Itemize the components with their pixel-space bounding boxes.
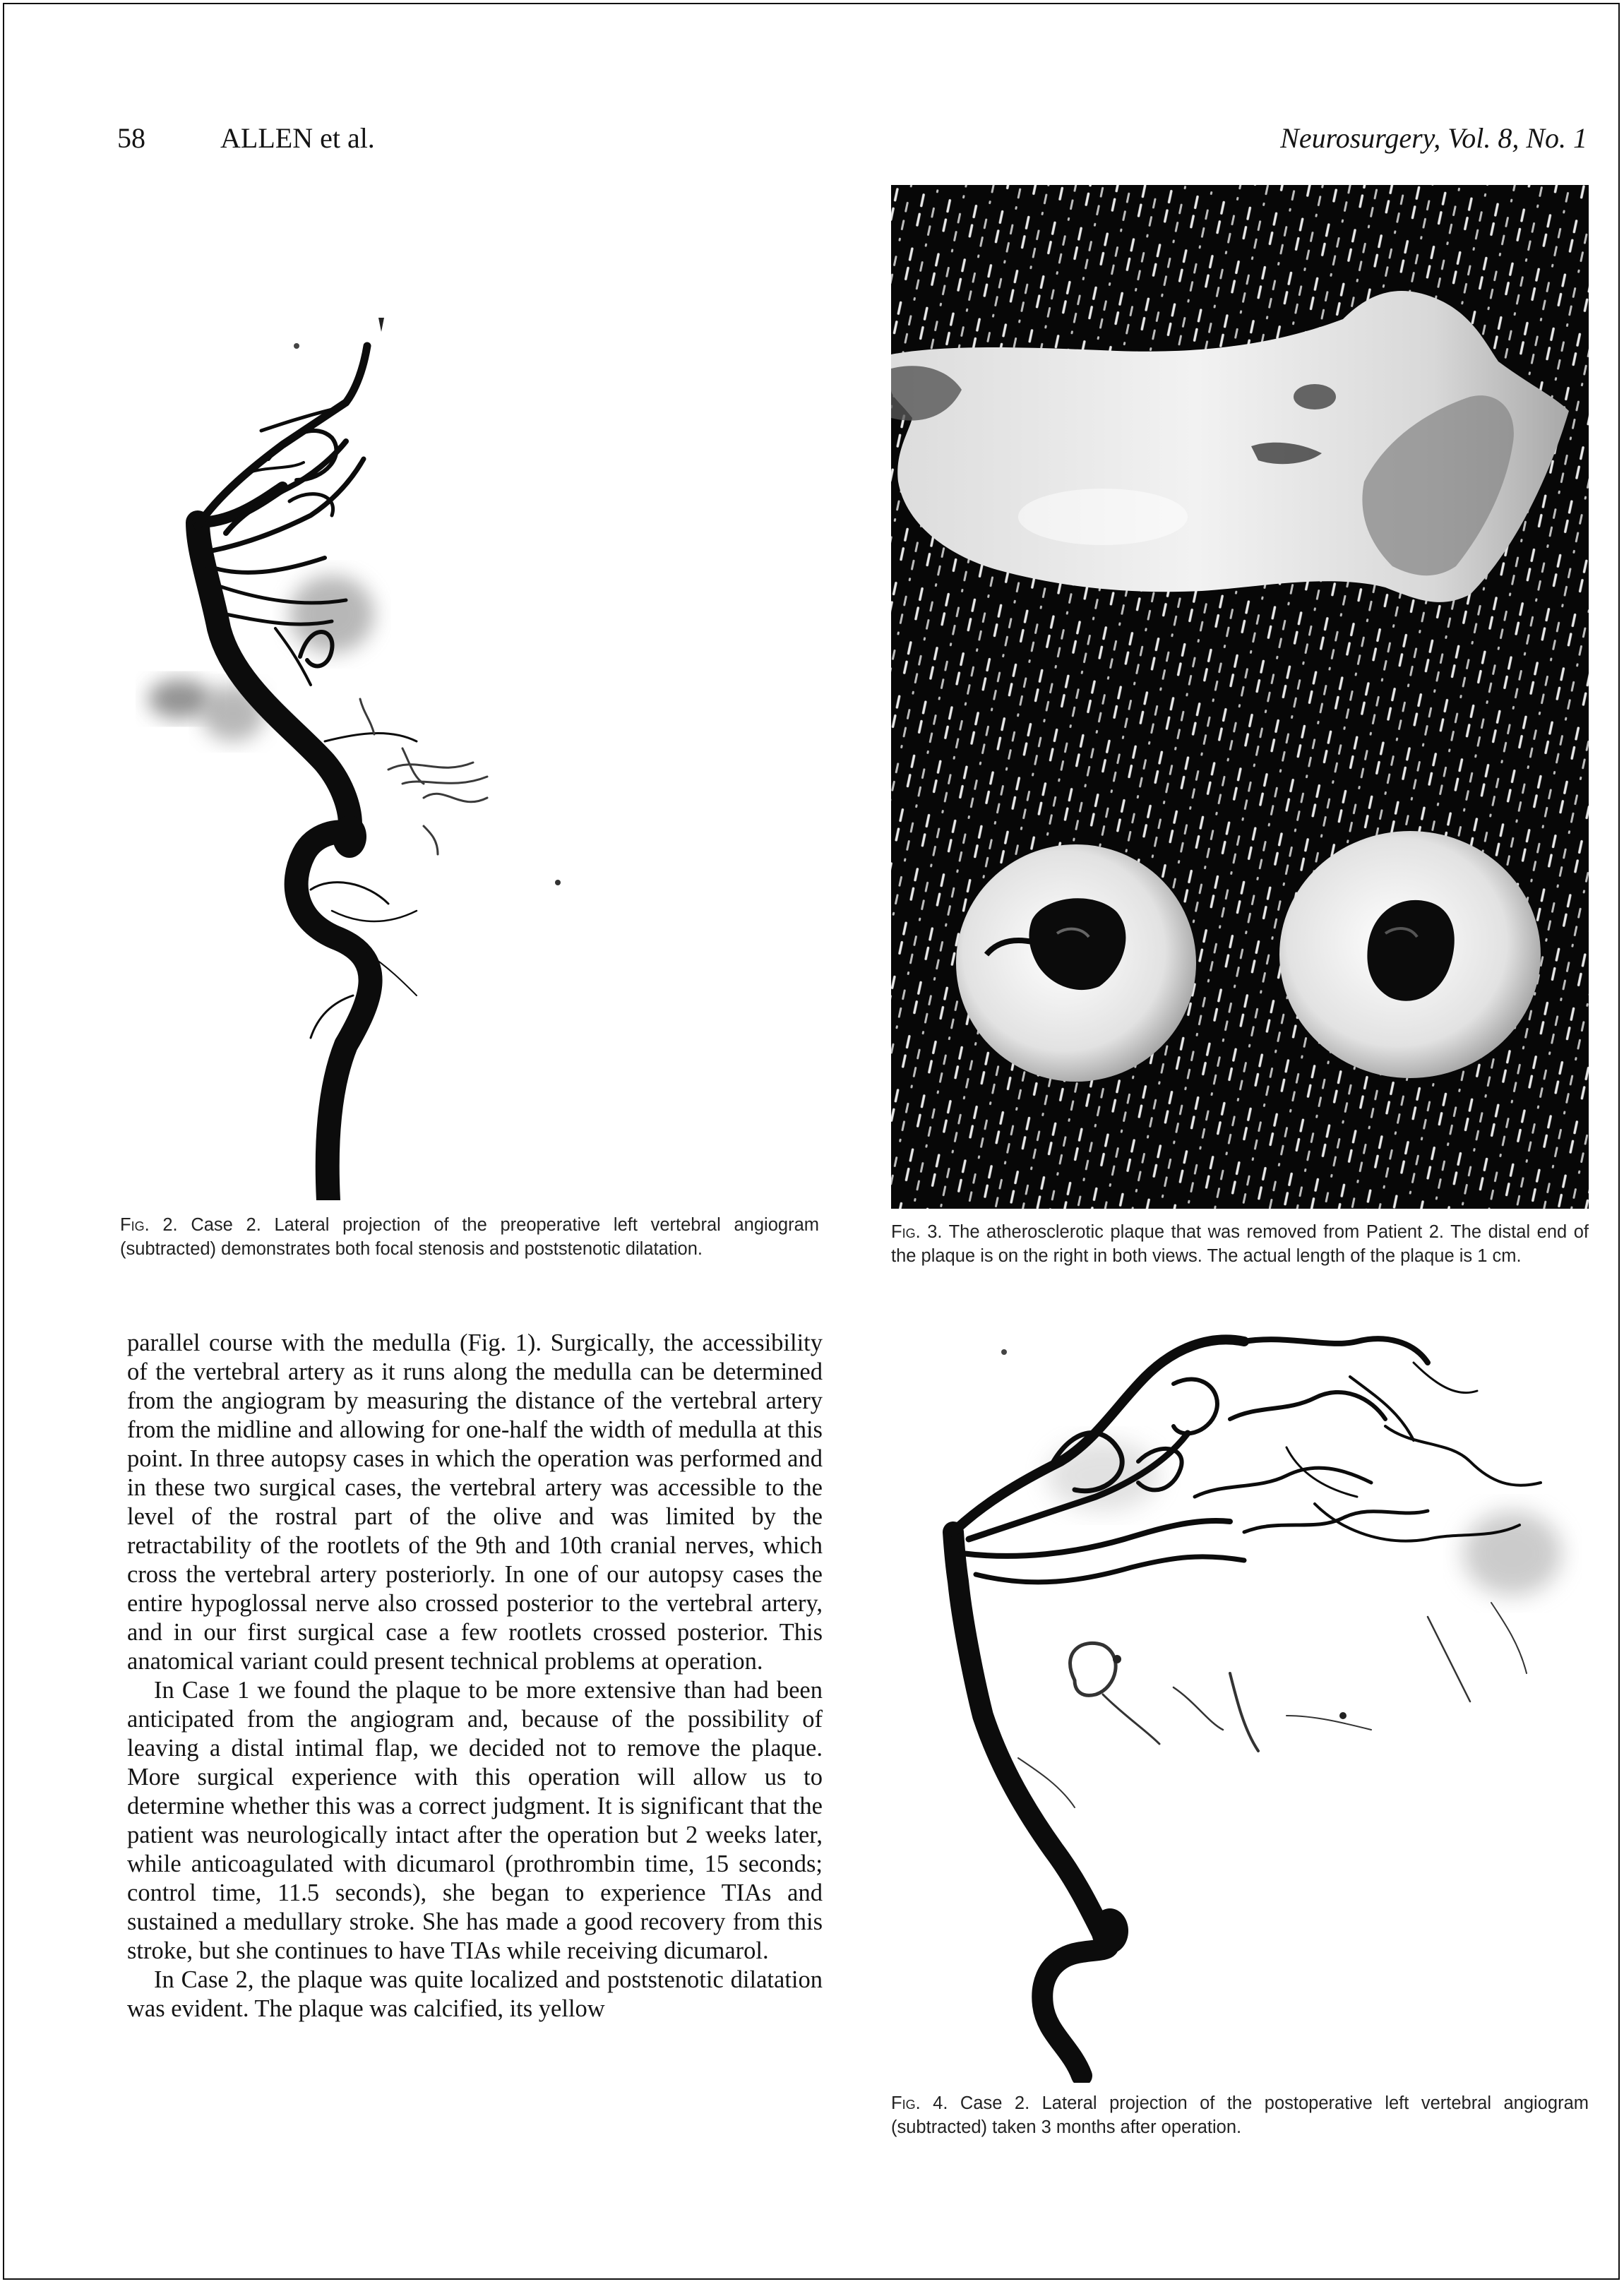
page-number: 58 [117, 122, 145, 154]
body-paragraph: parallel course with the medulla (Fig. 1). Surgically, the accessibility of the vertebral artery as it runs along the medulla can be determined from the angiogram by measuring the distance of the vertebral artery from the midline and allowing for one-half the width of medulla at this point. In three autopsy cases in which the operation was performed and in these two surgical cases, the vertebral artery was accessible to the level of the rostral part of the olive and was limited by the retractability of the rootlets of the 9th and 10th cranial nerves, which cross the vertebral artery posteriorly. In one of our autopsy cases the entire hypoglossal nerve also crossed posterior to the vertebral artery, and in our first surgical case a few rootlets crossed posterior. This anatomical variant could present technical problems at operation. [127, 1329, 823, 1675]
figure-3-label: Fig. 3. [891, 1222, 943, 1242]
body-paragraph: In Case 1 we found the plaque to be more extensive than had been anticipated from the angiogram and, because of the possibility of leaving a distal intimal flap, we decided not to remove the plaque. More surgical experience with this operation will allow us to determine whether this was a correct judgment. It is significant that the patient was neurologically intact after the operation but 2 weeks later, while anticoagulated with dicumarol (prothrombin time, 15 seconds; control time, 11.5 seconds), she began to experience TIAs and sustained a medullary stroke. She has made a good recovery from this stroke, but she continues to have TIAs while receiving dicumarol. [127, 1677, 823, 1964]
figure-4-label: Fig. 4. [891, 2093, 948, 2113]
figure-3-image [891, 185, 1589, 1209]
figure-4-caption [891, 2091, 1589, 2139]
figure-3-caption-text: The atherosclerotic plaque that was removed from Patient 2. The distal end of the plaque is on the right in both views. The actual length of the plaque is 1 cm. [891, 1222, 1589, 1266]
figure-2-caption-text: Case 2. Lateral projection of the preoperative left vertebral angiogram (subtracted) demonstrates both focal stenosis and poststenotic dilatation. [120, 1215, 819, 1259]
body-text-column [127, 1329, 823, 2023]
figure-4-caption-text: Case 2. Lateral projection of the postoperative left vertebral angiogram (subtracted) taken 3 months after operation. [891, 2093, 1589, 2137]
figure-2-angiogram [120, 289, 819, 1200]
plaque-ring-right [1279, 831, 1541, 1078]
plaque-ring-left [956, 844, 1196, 1082]
figure-2-image [120, 289, 819, 1200]
figure-2-label: Fig. 2. [120, 1215, 178, 1235]
figure-4-angiogram [891, 1320, 1589, 2083]
body-paragraph: In Case 2, the plaque was quite localized and poststenotic dilatation was evident. The plaque was calcified, its yellow [127, 1966, 823, 2022]
running-header [117, 121, 1587, 164]
figure-4-image [891, 1320, 1589, 2083]
figure-3-caption [891, 1220, 1589, 1268]
journal-citation: Neurosurgery, Vol. 8, No. 1 [1280, 122, 1587, 154]
figure-2-caption [120, 1213, 819, 1261]
running-authors: ALLEN et al. [220, 122, 375, 154]
figure-3-photo [891, 185, 1589, 1209]
